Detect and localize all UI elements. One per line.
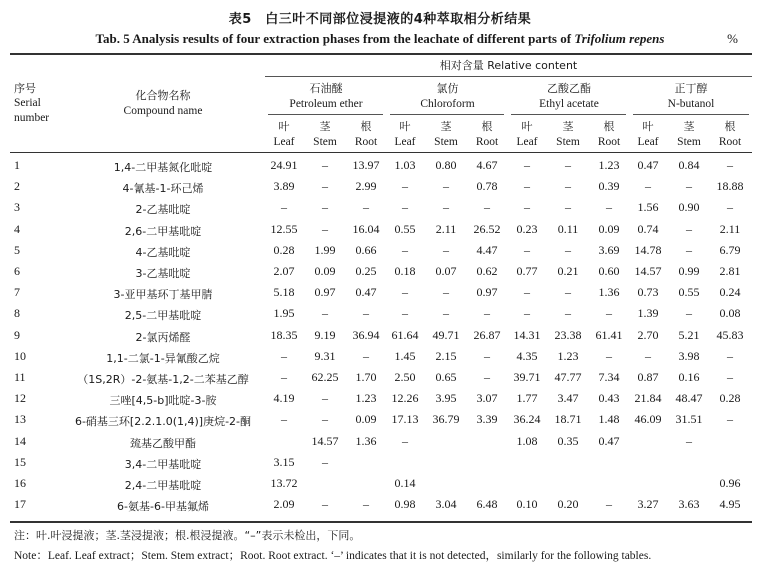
- value-cell: 0.65: [435, 370, 457, 384]
- serial-number: 13: [14, 412, 26, 427]
- table-row: [0, 431, 760, 452]
- group-header-en: Petroleum ether: [289, 98, 363, 110]
- value-cell: –: [727, 158, 733, 172]
- value-cell: 1.23: [598, 158, 620, 172]
- value-cell: 1.99: [314, 242, 336, 257]
- value-cell: 5.18: [273, 285, 295, 300]
- value-cell: 62.25: [311, 370, 339, 384]
- value-cell: 4.35: [516, 348, 538, 363]
- value-cell: –: [443, 285, 449, 300]
- table-bottom-rule: [10, 521, 752, 523]
- part-header-en: Root: [354, 136, 378, 148]
- value-cell: 0.74: [637, 221, 659, 236]
- part-header-cn: 茎: [319, 120, 331, 133]
- value-cell: 0.25: [355, 264, 377, 278]
- table-title-cn: 表5 白三叶不同部位浸提液的4种萃取相分析结果: [228, 12, 532, 27]
- table-row: [0, 452, 760, 473]
- value-cell: –: [443, 200, 449, 215]
- value-cell: 13.72: [270, 476, 298, 490]
- value-cell: 0.07: [435, 264, 457, 278]
- value-cell: –: [322, 497, 328, 512]
- value-cell: –: [322, 412, 328, 427]
- value-cell: 0.80: [435, 158, 457, 172]
- value-cell: 2.07: [273, 264, 295, 278]
- value-cell: 0.96: [719, 476, 741, 490]
- value-cell: 2.11: [435, 221, 457, 236]
- part-header-cn: 根: [360, 120, 372, 133]
- value-cell: 4.19: [273, 391, 295, 406]
- group-header-cn: 石油醚: [309, 82, 343, 95]
- serial-number: 3: [14, 200, 20, 215]
- value-cell: –: [606, 306, 612, 321]
- value-cell: 14.57: [634, 264, 662, 278]
- value-cell: 2.09: [273, 497, 295, 512]
- compound-name: 2-氯丙烯醛: [135, 330, 191, 344]
- value-cell: 2.70: [637, 327, 659, 342]
- serial-number: 7: [14, 285, 20, 300]
- serial-number: 12: [14, 391, 26, 406]
- value-cell: –: [322, 158, 328, 172]
- value-cell: –: [484, 348, 490, 363]
- value-cell: 2.11: [719, 221, 741, 236]
- value-cell: 3.98: [678, 348, 700, 363]
- value-cell: 6.48: [476, 497, 498, 512]
- group-header-cn: 氯仿: [436, 82, 459, 95]
- serial-number: 4: [14, 221, 20, 236]
- serial-number: 5: [14, 242, 20, 257]
- compound-name: 2,5-二甲基吡啶: [124, 309, 202, 323]
- table-row: [0, 155, 760, 176]
- value-cell: 3.07: [476, 391, 498, 406]
- value-cell: 47.77: [554, 370, 582, 384]
- value-cell: 0.90: [678, 200, 700, 215]
- table-row: [0, 325, 760, 346]
- table-row: [0, 197, 760, 218]
- value-cell: 0.28: [273, 242, 295, 257]
- value-cell: –: [524, 179, 530, 194]
- table-row: [0, 388, 760, 409]
- part-header-en: Leaf: [637, 136, 659, 148]
- value-cell: –: [606, 200, 612, 215]
- value-cell: –: [443, 306, 449, 321]
- table-title-en: [0, 31, 760, 47]
- value-cell: 14.78: [634, 242, 662, 257]
- part-header-en: Root: [475, 136, 499, 148]
- value-cell: –: [322, 221, 328, 236]
- serial-number: 2: [14, 179, 20, 194]
- part-header-cn: 根: [724, 120, 736, 133]
- value-cell: –: [363, 306, 369, 321]
- value-cell: –: [727, 348, 733, 363]
- value-cell: 0.99: [678, 264, 700, 278]
- value-cell: –: [565, 306, 571, 321]
- table-row: [0, 176, 760, 197]
- value-cell: 36.24: [513, 412, 541, 427]
- value-cell: 6.79: [719, 242, 741, 257]
- value-cell: 14.57: [311, 433, 339, 448]
- value-cell: 0.62: [476, 264, 498, 278]
- group-header-cn: 正丁醇: [674, 82, 708, 95]
- value-cell: –: [565, 179, 571, 194]
- value-cell: 0.21: [557, 264, 579, 278]
- value-cell: 14.31: [513, 327, 541, 342]
- value-cell: –: [322, 179, 328, 194]
- value-cell: –: [281, 200, 287, 215]
- value-cell: –: [402, 242, 408, 257]
- value-cell: 0.55: [394, 221, 416, 236]
- value-cell: –: [363, 200, 369, 215]
- part-header-cn: 根: [481, 120, 493, 133]
- value-cell: 0.09: [314, 264, 336, 278]
- table-row: [0, 240, 760, 261]
- value-cell: –: [484, 200, 490, 215]
- value-cell: 0.47: [598, 433, 620, 448]
- value-cell: –: [565, 242, 571, 257]
- part-header-en: Root: [597, 136, 621, 148]
- value-cell: 0.47: [637, 158, 659, 172]
- part-header-cn: 根: [603, 120, 615, 133]
- serial-number: 15: [14, 454, 26, 469]
- part-header-en: Stem: [556, 136, 580, 148]
- compound-header-cn: 化合物名称: [135, 89, 191, 102]
- value-cell: 39.71: [513, 370, 541, 384]
- value-cell: –: [727, 370, 733, 384]
- table-note-en: Note：Leaf. Leaf extract；Stem. Stem extract；Root. Root extract. ‘–’ indicates that it is not detected，similarly for the following tables.: [14, 550, 652, 562]
- value-cell: 13.97: [352, 158, 380, 172]
- value-cell: –: [686, 221, 692, 236]
- value-cell: 1.39: [637, 306, 659, 321]
- value-cell: –: [686, 306, 692, 321]
- value-cell: –: [686, 433, 692, 448]
- group-rule: [633, 114, 749, 115]
- value-cell: 26.52: [473, 221, 501, 236]
- value-cell: –: [565, 200, 571, 215]
- value-cell: –: [686, 242, 692, 257]
- value-cell: 2.81: [719, 264, 741, 278]
- value-cell: 0.16: [678, 370, 700, 384]
- value-cell: 18.71: [554, 412, 582, 427]
- value-cell: 2.15: [435, 348, 457, 363]
- value-cell: 0.84: [678, 158, 700, 172]
- table-unit: %: [727, 31, 738, 46]
- value-cell: 4.67: [476, 158, 498, 172]
- value-cell: 21.84: [634, 391, 662, 406]
- part-header-cn: 叶: [399, 120, 411, 133]
- part-header-en: Leaf: [273, 136, 295, 148]
- compound-name: 4-乙基吡啶: [135, 245, 191, 259]
- compound-name: 巯基乙酸甲酯: [130, 436, 196, 450]
- serial-number: 17: [14, 497, 26, 512]
- value-cell: 0.09: [355, 412, 377, 427]
- value-cell: –: [524, 158, 530, 172]
- value-cell: 3.27: [637, 497, 659, 512]
- value-cell: 3.63: [678, 497, 700, 512]
- value-cell: –: [524, 200, 530, 215]
- value-cell: 12.55: [270, 221, 298, 236]
- value-cell: 36.94: [352, 327, 380, 342]
- value-cell: 9.31: [314, 348, 336, 363]
- value-cell: 7.34: [598, 370, 620, 384]
- part-header-cn: 叶: [521, 120, 533, 133]
- part-header-cn: 茎: [562, 120, 574, 133]
- part-header-cn: 叶: [642, 120, 654, 133]
- serial-number: 16: [14, 476, 26, 490]
- value-cell: –: [322, 306, 328, 321]
- value-cell: –: [402, 433, 408, 448]
- value-cell: –: [402, 200, 408, 215]
- serial-header-cn: 序号: [14, 82, 36, 95]
- value-cell: 1.70: [355, 370, 377, 384]
- value-cell: –: [484, 370, 490, 384]
- value-cell: 0.97: [476, 285, 498, 300]
- serial-number: 8: [14, 306, 20, 321]
- part-header-en: Root: [718, 136, 742, 148]
- value-cell: 16.04: [352, 221, 380, 236]
- value-cell: 18.35: [270, 327, 298, 342]
- value-cell: –: [524, 306, 530, 321]
- serial-number: 10: [14, 348, 26, 363]
- value-cell: 0.09: [598, 221, 620, 236]
- value-cell: –: [322, 200, 328, 215]
- table-row: [0, 409, 760, 430]
- value-cell: –: [645, 348, 651, 363]
- value-cell: 49.71: [432, 327, 460, 342]
- part-header-en: Leaf: [394, 136, 416, 148]
- part-header-en: Stem: [434, 136, 458, 148]
- compound-name: 1,1-二氯-1-异氰酸乙烷: [106, 351, 220, 365]
- relative-content-rule: [265, 76, 752, 77]
- part-header-cn: 茎: [440, 120, 452, 133]
- value-cell: 2.50: [394, 370, 416, 384]
- value-cell: 26.87: [473, 327, 501, 342]
- value-cell: –: [606, 497, 612, 512]
- value-cell: 3.89: [273, 179, 295, 194]
- value-cell: 0.77: [516, 264, 538, 278]
- value-cell: 18.88: [716, 179, 744, 194]
- value-cell: 0.60: [598, 264, 620, 278]
- value-cell: 0.87: [637, 370, 659, 384]
- serial-number: 9: [14, 327, 20, 342]
- compound-name: 6-硝基三环[2.2.1.0(1,4)]庚烷-2-酮: [74, 415, 252, 429]
- value-cell: 1.77: [516, 391, 538, 406]
- value-cell: 0.24: [719, 285, 741, 300]
- value-cell: 1.36: [598, 285, 620, 300]
- value-cell: 24.91: [270, 158, 298, 172]
- value-cell: 0.11: [557, 221, 579, 236]
- value-cell: –: [281, 370, 287, 384]
- value-cell: 0.78: [476, 179, 498, 194]
- value-cell: –: [281, 412, 287, 427]
- value-cell: 3.47: [557, 391, 579, 406]
- header-bottom-rule: [10, 152, 752, 153]
- value-cell: 1.08: [516, 433, 538, 448]
- value-cell: 9.19: [314, 327, 336, 342]
- value-cell: 0.08: [719, 306, 741, 321]
- compound-name: 2,4-二甲基吡啶: [124, 479, 202, 492]
- value-cell: –: [322, 391, 328, 406]
- value-cell: 0.55: [678, 285, 700, 300]
- table-row: [0, 261, 760, 282]
- value-cell: 46.09: [634, 412, 662, 427]
- value-cell: 3.39: [476, 412, 498, 427]
- table-title-en-prefix: Tab. 5 Analysis results of four extraction phases from the leachate of different parts of: [95, 31, 575, 46]
- value-cell: 1.95: [273, 306, 295, 321]
- value-cell: 0.35: [557, 433, 579, 448]
- value-cell: 1.45: [394, 348, 416, 363]
- value-cell: –: [443, 242, 449, 257]
- value-cell: –: [524, 285, 530, 300]
- value-cell: –: [727, 200, 733, 215]
- value-cell: 0.23: [516, 221, 538, 236]
- value-cell: –: [524, 242, 530, 257]
- compound-name: 6-氨基-6-甲基氟烯: [117, 500, 209, 514]
- serial-number: 14: [14, 433, 26, 448]
- value-cell: 0.28: [719, 391, 741, 406]
- table-note-cn: 注：叶.叶浸提液；茎.茎浸提液；根.根浸提液。“–”表示未检出，下同。: [14, 529, 361, 542]
- part-header-en: Stem: [677, 136, 701, 148]
- compound-header-en: Compound name: [123, 105, 203, 117]
- table-top-rule: [10, 53, 752, 55]
- value-cell: 1.56: [637, 200, 659, 215]
- table-row: [0, 303, 760, 324]
- compound-name: 3-亚甲基环丁基甲腈: [113, 288, 213, 302]
- value-cell: 31.51: [675, 412, 703, 427]
- value-cell: 0.20: [557, 497, 579, 512]
- compound-name: 1,4-二甲基氮化吡啶: [113, 161, 213, 174]
- table-row: [0, 346, 760, 367]
- value-cell: –: [402, 306, 408, 321]
- compound-name: 4-氰基-1-环己烯: [122, 182, 204, 196]
- table-row: [0, 219, 760, 240]
- value-cell: 17.13: [391, 412, 419, 427]
- serial-number: 1: [14, 158, 20, 172]
- compound-name: 3-乙基吡啶: [135, 267, 191, 280]
- value-cell: –: [363, 348, 369, 363]
- value-cell: 0.98: [394, 497, 416, 512]
- serial-header-en-2: number: [14, 112, 50, 124]
- value-cell: 0.47: [355, 285, 377, 300]
- value-cell: 61.64: [391, 327, 419, 342]
- value-cell: 3.15: [273, 454, 295, 469]
- group-header-en: Chloroform: [420, 98, 475, 110]
- part-header-en: Stem: [313, 136, 337, 148]
- value-cell: 45.83: [716, 327, 744, 342]
- value-cell: 2.99: [355, 179, 377, 194]
- value-cell: 3.69: [598, 242, 620, 257]
- value-cell: 23.38: [554, 327, 582, 342]
- value-cell: 0.10: [516, 497, 538, 512]
- group-rule: [511, 114, 626, 115]
- value-cell: 0.18: [394, 264, 416, 278]
- value-cell: –: [645, 179, 651, 194]
- value-cell: 0.66: [355, 242, 377, 257]
- group-header-cn: 乙酸乙酯: [547, 82, 591, 95]
- value-cell: 0.14: [394, 476, 416, 490]
- serial-number: 6: [14, 264, 20, 278]
- value-cell: 61.41: [595, 327, 623, 342]
- value-cell: –: [565, 158, 571, 172]
- table-row: [0, 494, 760, 515]
- value-cell: 36.79: [432, 412, 460, 427]
- value-cell: –: [443, 179, 449, 194]
- value-cell: –: [363, 497, 369, 512]
- relative-content-header: 相对含量 Relative content: [439, 59, 578, 72]
- value-cell: –: [281, 348, 287, 363]
- compound-name: （1S,2R）-2-氨基-1,2-二苯基乙醇: [77, 373, 249, 386]
- value-cell: –: [402, 285, 408, 300]
- value-cell: 0.39: [598, 179, 620, 194]
- value-cell: 1.23: [355, 391, 377, 406]
- value-cell: 3.04: [435, 497, 457, 512]
- table-row: [0, 367, 760, 388]
- value-cell: 4.47: [476, 242, 498, 257]
- value-cell: 1.03: [394, 158, 416, 172]
- compound-name: 2-乙基吡啶: [135, 203, 191, 217]
- serial-number: 11: [14, 370, 26, 384]
- group-header-en: N-butanol: [667, 98, 715, 110]
- table-title-species: Trifolium repens: [574, 31, 665, 46]
- value-cell: 4.95: [719, 497, 741, 512]
- value-cell: –: [606, 348, 612, 363]
- compound-name: 3,4-二甲基吡啶: [124, 457, 202, 471]
- part-header-cn: 叶: [278, 120, 290, 133]
- value-cell: –: [686, 179, 692, 194]
- group-header-en: Ethyl acetate: [539, 98, 599, 110]
- value-cell: –: [727, 412, 733, 427]
- value-cell: 0.43: [598, 391, 620, 406]
- group-rule: [268, 114, 383, 115]
- compound-name: 2,6-二甲基吡啶: [124, 224, 202, 238]
- value-cell: 12.26: [391, 391, 419, 406]
- value-cell: 1.23: [557, 348, 579, 363]
- value-cell: 48.47: [675, 391, 703, 406]
- value-cell: 1.48: [598, 412, 620, 427]
- value-cell: –: [402, 179, 408, 194]
- table-row: [0, 282, 760, 303]
- value-cell: –: [484, 306, 490, 321]
- group-rule: [390, 114, 504, 115]
- part-header-en: Leaf: [516, 136, 538, 148]
- value-cell: 1.36: [355, 433, 377, 448]
- part-header-cn: 茎: [683, 120, 695, 133]
- serial-header-en-1: Serial: [14, 97, 41, 109]
- value-cell: 0.97: [314, 285, 336, 300]
- value-cell: 5.21: [678, 327, 700, 342]
- compound-name: 三唑[4,5-b]吡啶-3-胺: [109, 394, 217, 408]
- value-cell: 3.95: [435, 391, 457, 406]
- table-row: [0, 473, 760, 494]
- value-cell: 0.73: [637, 285, 659, 300]
- value-cell: –: [322, 454, 328, 469]
- value-cell: –: [565, 285, 571, 300]
